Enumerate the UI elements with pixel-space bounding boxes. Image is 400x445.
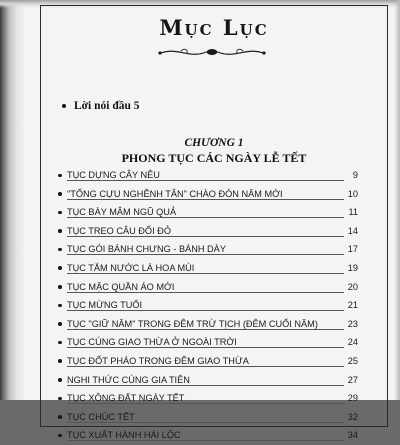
chapter-number: CHƯƠNG 1 (184, 137, 244, 149)
toc-entry-title: TỤC MẶC QUẦN ÁO MỚI (67, 281, 175, 292)
bullet-icon (58, 229, 62, 233)
toc-entry-title: TỤC XUẤT HÀNH HÁI LỘC (67, 430, 181, 441)
preface-entry (62, 100, 140, 112)
toc-entry-page: 23 (347, 318, 358, 329)
toc-entry[interactable] (58, 240, 358, 259)
toc-entry[interactable] (58, 408, 358, 427)
toc-entry-title: TỤC ĐỐT PHÁO TRONG ĐÊM GIAO THỪA (67, 355, 249, 366)
toc-entry-page: 24 (347, 337, 358, 348)
toc-entry[interactable] (58, 278, 358, 297)
toc-entry[interactable] (58, 222, 358, 241)
toc-entry-page: 17 (347, 244, 358, 255)
preface-label: Lời nói đầu 5 (74, 100, 140, 112)
toc-entry[interactable] (58, 203, 358, 222)
bullet-icon (58, 415, 62, 419)
toc-entry-page: 25 (347, 355, 358, 366)
toc-entry-title: TỤC CÚNG GIAO THỪA Ở NGOÀI TRỜI (67, 337, 237, 348)
toc-entry-page: 19 (347, 262, 358, 273)
binding-shadow (0, 0, 26, 400)
toc-entry-title: TỤC GÓI BÁNH CHƯNG - BÁNH DÀY (67, 244, 226, 255)
bullet-icon (58, 304, 62, 308)
toc-entry[interactable] (58, 315, 358, 334)
right-edge-shadow (394, 0, 400, 400)
toc-entry[interactable] (58, 259, 358, 278)
toc-entry[interactable] (58, 333, 358, 352)
toc-entry-title: TỤC DỰNG CÂY NÊU (67, 170, 160, 180)
toc-entry[interactable] (58, 352, 358, 371)
toc-entry[interactable] (58, 296, 358, 315)
toc-entry-title: TỤC XÔNG ĐẤT NGÀY TẾT (67, 393, 185, 404)
bullet-icon (58, 397, 62, 401)
bullet-icon (58, 359, 62, 363)
toc-entry-page: 27 (347, 374, 358, 385)
toc-entry-title: TỤC BÀY MÂM NGŨ QUẢ (67, 207, 177, 218)
bullet-icon (58, 266, 62, 270)
chapter-title: PHONG TỤC CÁC NGÀY LỄ TẾT (121, 151, 307, 165)
bullet-icon (62, 104, 66, 108)
table-of-contents-list (58, 166, 358, 445)
bullet-icon (58, 434, 62, 438)
flourish-ornament-icon (157, 45, 267, 61)
toc-entry-page: 9 (352, 170, 358, 180)
toc-entry[interactable] (58, 389, 358, 408)
toc-entry-title: TỤC TẮM NƯỚC LÁ HOA MÙI (67, 262, 195, 273)
bullet-icon (58, 248, 62, 252)
toc-entry[interactable] (58, 185, 358, 204)
bullet-icon (58, 192, 62, 196)
toc-entry-title: NGHI THỨC CÚNG GIA TIÊN (67, 374, 190, 385)
toc-entry-page: 20 (347, 281, 358, 292)
toc-entry[interactable] (58, 426, 358, 445)
bullet-icon (58, 322, 62, 326)
toc-entry-page: 29 (347, 393, 358, 404)
bullet-icon (58, 341, 62, 345)
toc-entry-title: TỤC "GIỮ NĂM" TRONG ĐÊM TRỪ TỊCH (ĐÊM CUỐI NĂM) (67, 318, 318, 329)
page-title: Mục Lục (159, 15, 269, 40)
toc-entry-page: 34 (347, 430, 358, 441)
bullet-icon (58, 378, 62, 382)
toc-entry-page: 14 (347, 225, 358, 236)
toc-entry-title: TỤC TREO CÂU ĐỐI ĐỎ (67, 225, 171, 236)
toc-entry-title: "TỐNG CỰU NGHÊNH TÂN" CHÀO ĐÓN NĂM MỚI (67, 188, 283, 199)
bullet-icon (58, 211, 62, 215)
toc-entry-page: 21 (347, 300, 358, 311)
toc-entry[interactable] (58, 371, 358, 390)
bullet-icon (58, 285, 62, 289)
toc-entry-title: TỤC CHÚC TẾT (67, 411, 135, 422)
bullet-icon (58, 174, 62, 178)
toc-entry-page: 10 (347, 188, 358, 199)
toc-entry[interactable] (58, 166, 358, 185)
toc-entry-title: TỤC MỪNG TUỔI (67, 300, 143, 311)
toc-entry-page: 11 (348, 207, 358, 218)
toc-entry-page: 32 (347, 411, 358, 422)
